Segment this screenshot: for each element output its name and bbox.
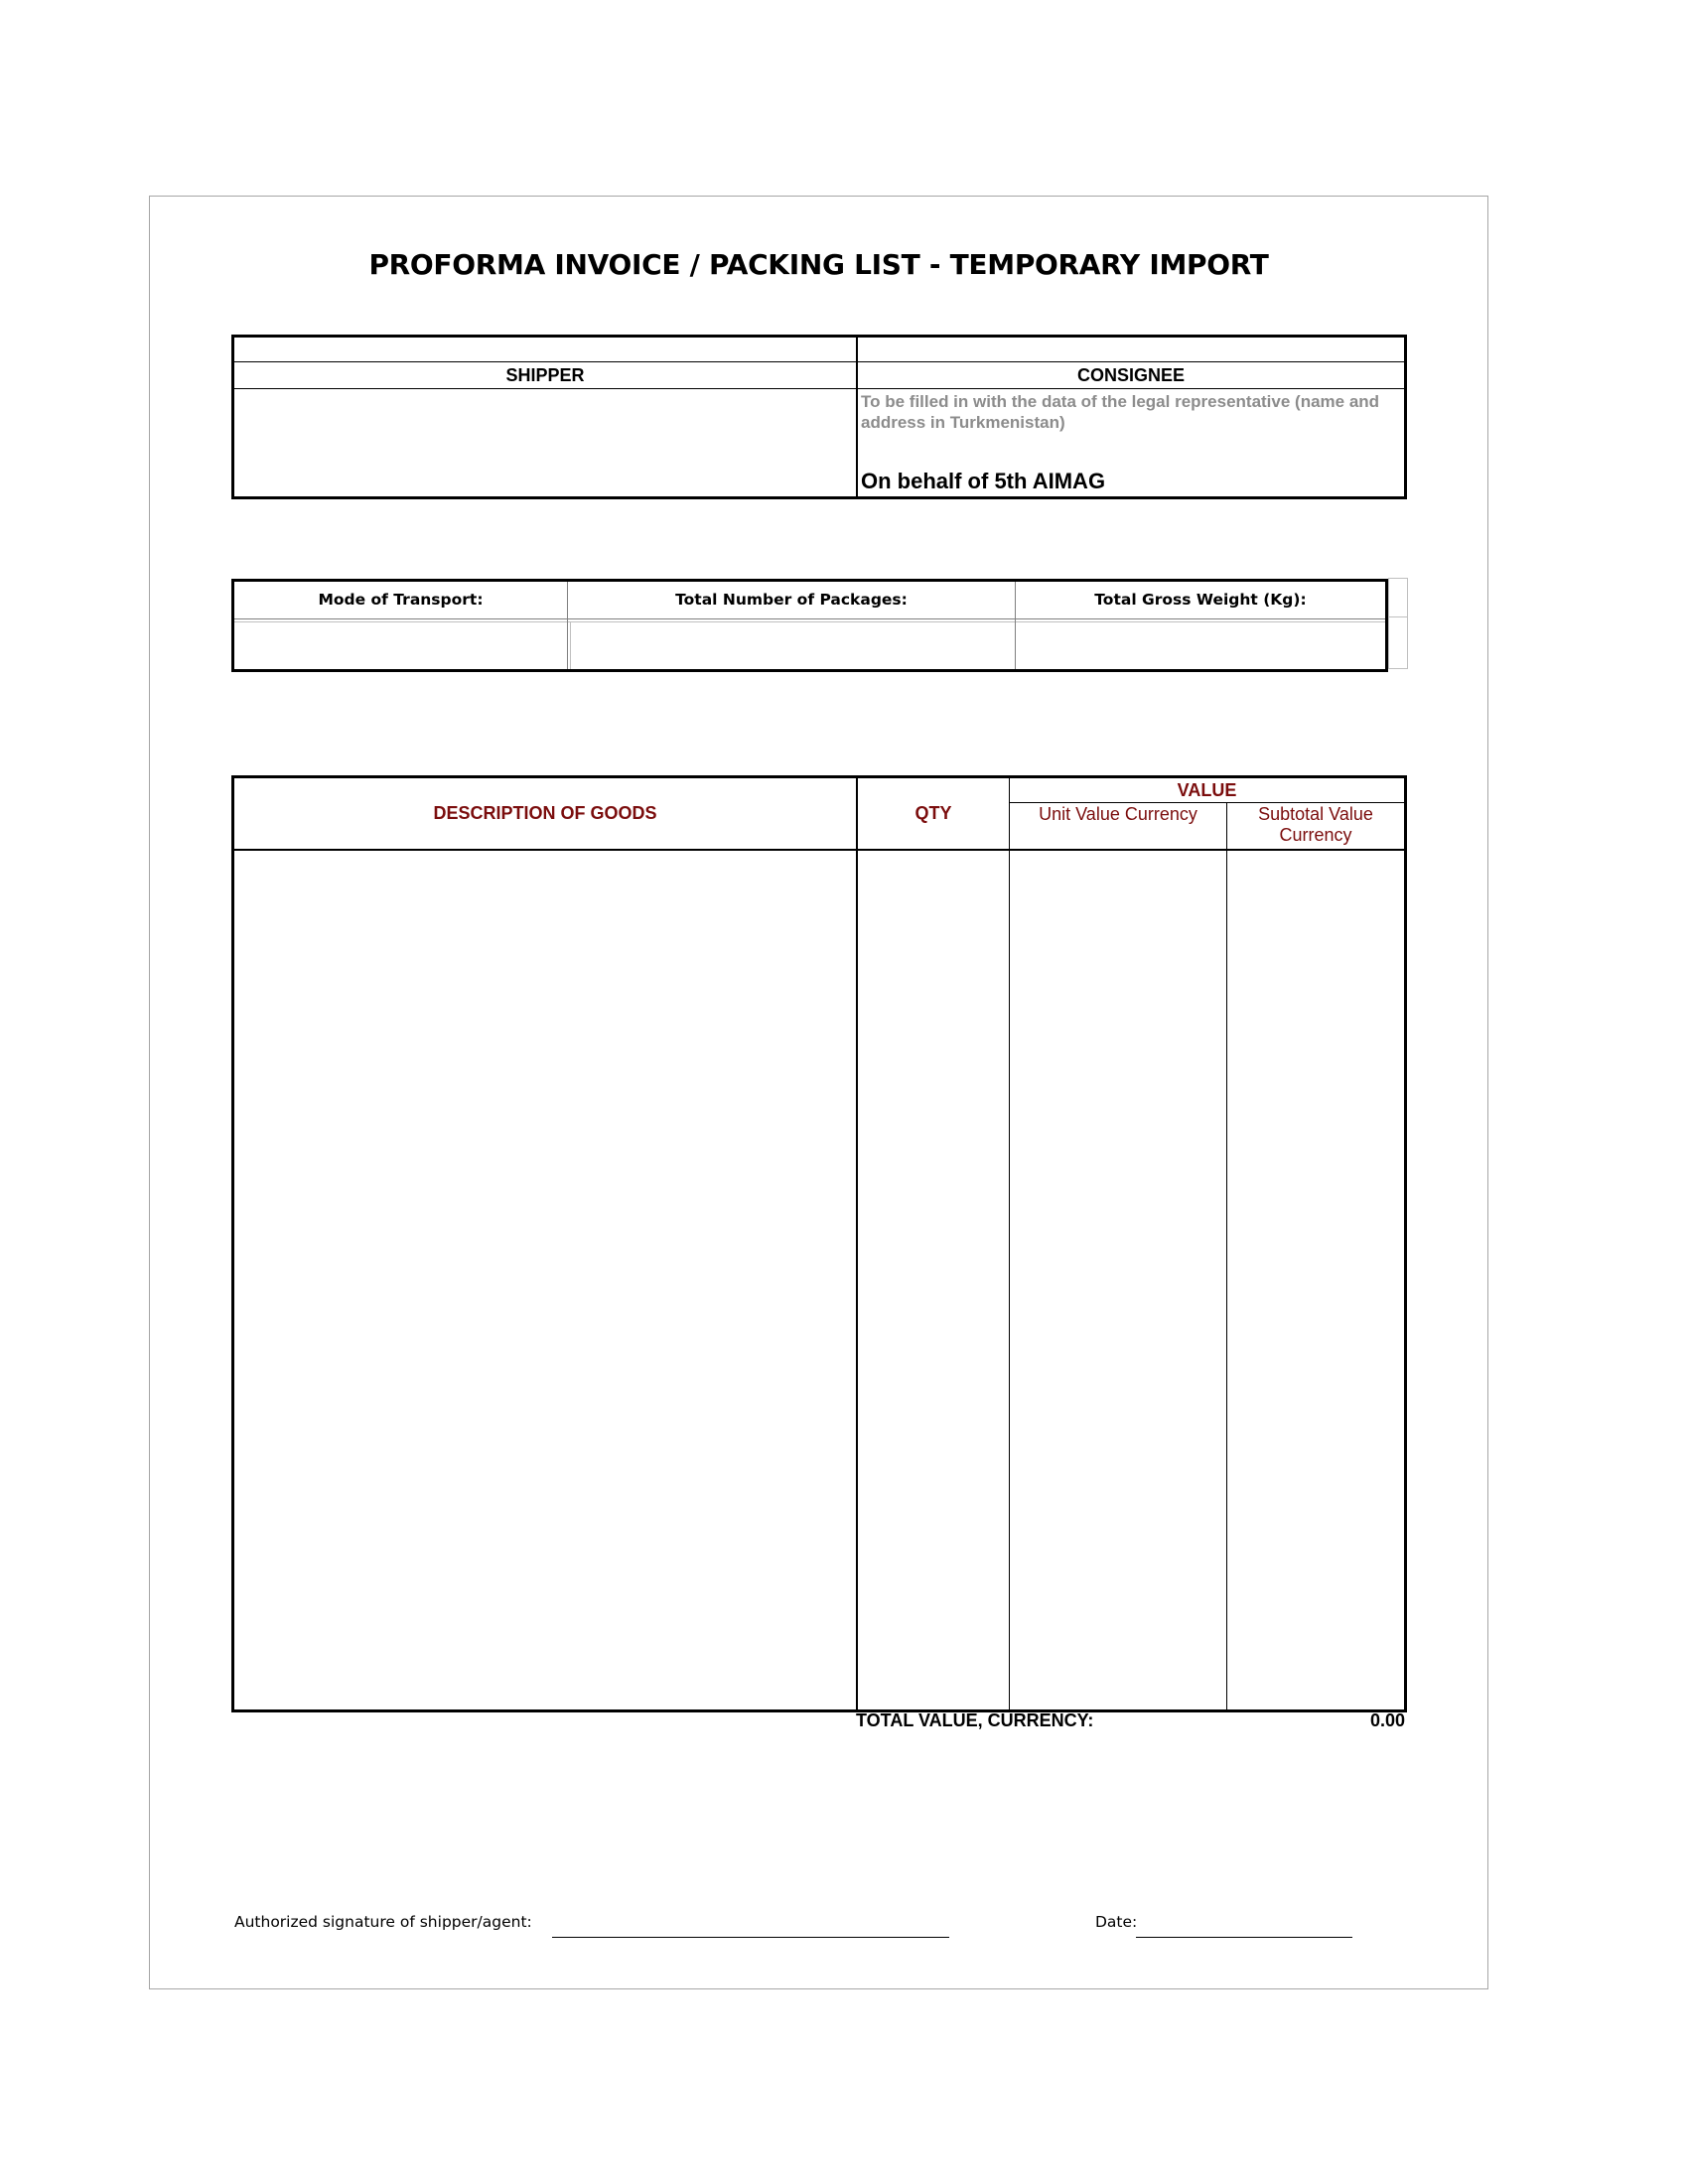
transport-table [231, 579, 1388, 672]
transport-inner-line [234, 621, 1385, 622]
consignee-behalf-text: On behalf of 5th AIMAG [861, 469, 1106, 493]
consignee-header: CONSIGNEE [1076, 365, 1186, 385]
transport-row-line [234, 618, 1385, 619]
shipper-header: SHIPPER [505, 365, 585, 385]
signature-line[interactable] [552, 1937, 949, 1938]
subtotal-value-header: Subtotal Value Currency [1258, 804, 1373, 845]
mode-of-transport-label: Mode of Transport: [318, 591, 484, 609]
consignee-instructions: To be filled in with the data of the legal representative (name and address in Turkmenistan) [861, 392, 1380, 432]
goods-col-line [1226, 802, 1227, 1709]
qty-header: QTY [914, 803, 952, 823]
signature-label: Authorized signature of shipper/agent: [234, 1913, 532, 1931]
parties-row-line [234, 361, 1404, 362]
total-value-label: TOTAL VALUE, CURRENCY: [856, 1710, 1094, 1730]
value-subheader-line [1009, 802, 1404, 803]
goods-table [231, 775, 1407, 1712]
goods-header-line [234, 849, 1404, 851]
value-header: VALUE [1177, 780, 1237, 800]
transport-side-box-line [1389, 616, 1407, 617]
parties-table [231, 335, 1407, 499]
date-label: Date: [1095, 1913, 1138, 1931]
goods-col-line [856, 778, 858, 1709]
goods-col-line [1009, 778, 1010, 1709]
total-value-amount: 0.00 [1369, 1710, 1405, 1730]
unit-value-header: Unit Value Currency [1039, 804, 1197, 824]
document-title: PROFORMA INVOICE / PACKING LIST - TEMPORARY IMPORT [368, 248, 1269, 281]
parties-row-line [234, 388, 1404, 389]
total-gross-weight-label: Total Gross Weight (Kg): [1094, 591, 1307, 609]
date-line[interactable] [1136, 1937, 1352, 1938]
transport-col-line [570, 621, 571, 669]
transport-side-box [1388, 578, 1408, 669]
total-packages-label: Total Number of Packages: [675, 591, 908, 609]
description-header: DESCRIPTION OF GOODS [433, 803, 657, 823]
